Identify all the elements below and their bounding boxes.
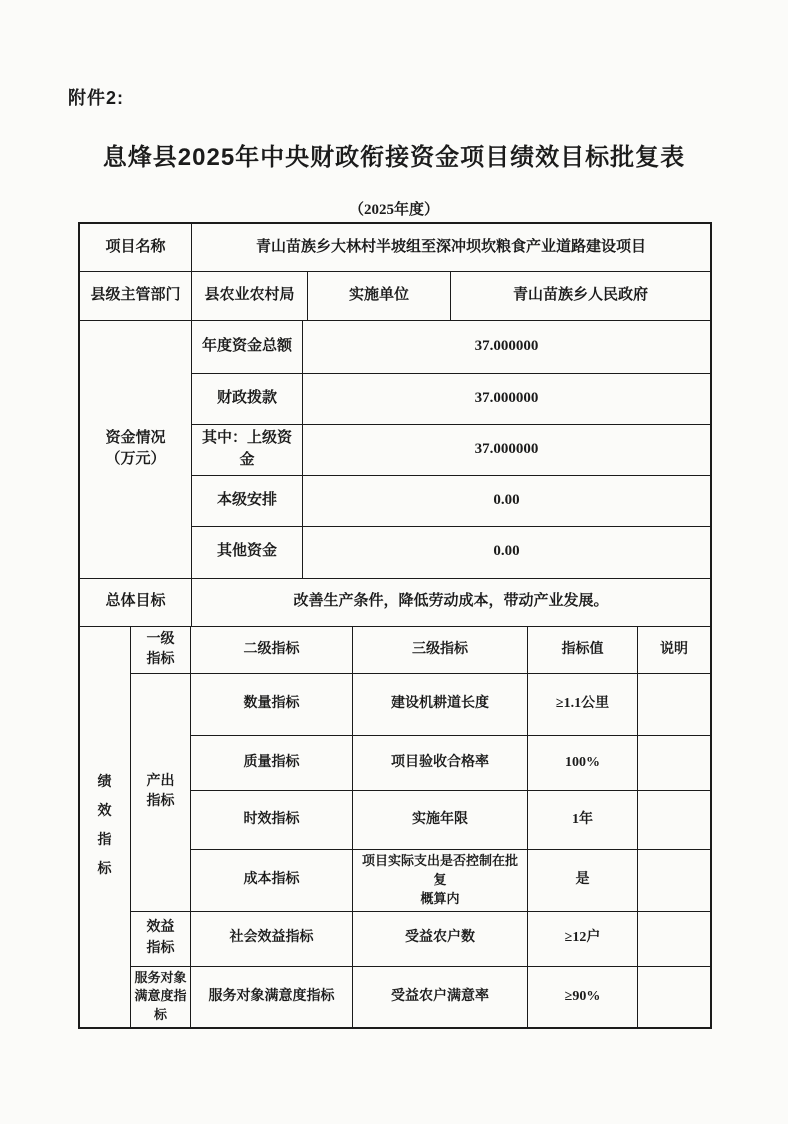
indicator-row-quantity xyxy=(190,674,710,735)
funding-section xyxy=(80,320,710,578)
satisfaction-indicator-row xyxy=(130,966,710,1028)
note-cell xyxy=(637,791,710,849)
funding-rows xyxy=(191,321,710,578)
overall-goal-label: 总体目标 xyxy=(105,593,166,610)
approval-table xyxy=(78,222,712,1029)
group-level1-label: 服务对象 满意度指 标 xyxy=(130,967,190,1028)
attachment-label: 附件2: xyxy=(68,88,125,108)
indicator-row-quality xyxy=(190,735,710,790)
impl-unit-label: 实施单位 xyxy=(307,272,450,320)
note-cell xyxy=(637,912,710,966)
header-level1: 一级 指标 xyxy=(130,627,190,674)
document-subtitle: （2025年度） xyxy=(348,202,439,218)
document-title: 息烽县2025年中央财政衔接资金项目绩效目标批复表 xyxy=(102,144,686,171)
level3-cell: 项目实际支出是否控制在批复 概算内 xyxy=(352,850,527,911)
department-row xyxy=(80,271,710,320)
department-value: 县农业农村局 xyxy=(191,272,307,320)
level3-cell: 实施年限 xyxy=(352,791,527,849)
value-cell: ≥1.1公里 xyxy=(527,674,637,735)
value-cell: 100% xyxy=(527,736,637,790)
performance-section xyxy=(80,626,710,1028)
funding-row-superior xyxy=(191,424,710,475)
value-cell: ≥12户 xyxy=(527,912,637,966)
funding-row-value: 0.00 xyxy=(302,476,710,526)
output-indicator-rows xyxy=(190,674,710,911)
benefit-indicator-row xyxy=(130,911,710,966)
header-level2: 二级指标 xyxy=(190,627,352,674)
performance-label: 绩 效 指 标 xyxy=(97,775,113,877)
performance-header-row xyxy=(130,627,710,674)
funding-row-label: 财政拨款 xyxy=(191,374,302,424)
header-value: 指标值 xyxy=(527,627,637,674)
funding-row-label: 其他资金 xyxy=(191,527,302,578)
funding-row-label: 其中：上级资金 xyxy=(191,425,302,475)
funding-row-label: 本级安排 xyxy=(191,476,302,526)
value-cell: 1年 xyxy=(527,791,637,849)
project-name-row xyxy=(80,224,710,271)
level3-cell: 受益农户满意率 xyxy=(352,967,527,1028)
overall-goal-row xyxy=(80,578,710,626)
funding-row-value: 0.00 xyxy=(302,527,710,578)
header-note: 说明 xyxy=(637,627,710,674)
project-name-value: 青山苗族乡大林村半坡组至深冲坝坎粮食产业道路建设项目 xyxy=(191,224,710,271)
impl-unit-value: 青山苗族乡人民政府 xyxy=(450,272,710,320)
note-cell xyxy=(637,850,710,911)
group-level1-label: 效益 指标 xyxy=(130,912,190,966)
indicator-row-cost xyxy=(190,849,710,911)
performance-body xyxy=(130,627,710,1028)
value-cell: 是 xyxy=(527,850,637,911)
output-indicator-group xyxy=(130,673,710,911)
group-level1-label: 产出 指标 xyxy=(130,674,190,911)
level3-cell: 受益农户数 xyxy=(352,912,527,966)
value-cell: ≥90% xyxy=(527,967,637,1028)
level2-cell: 服务对象满意度指标 xyxy=(190,967,352,1028)
funding-row-other xyxy=(191,526,710,578)
level2-cell: 成本指标 xyxy=(190,850,352,911)
level3-cell: 项目验收合格率 xyxy=(352,736,527,790)
note-cell xyxy=(637,967,710,1028)
header-level3: 三级指标 xyxy=(352,627,527,674)
department-label: 县级主管部门 xyxy=(90,287,181,304)
funding-row-label: 年度资金总额 xyxy=(191,321,302,373)
funding-row-total xyxy=(191,321,710,373)
level2-cell: 时效指标 xyxy=(190,791,352,849)
project-name-label: 项目名称 xyxy=(105,238,166,255)
note-cell xyxy=(637,674,710,735)
funding-row-value: 37.000000 xyxy=(302,321,710,373)
note-cell xyxy=(637,736,710,790)
indicator-row-timeliness xyxy=(190,790,710,849)
level2-cell: 社会效益指标 xyxy=(190,912,352,966)
funding-row-appropriation xyxy=(191,373,710,424)
level2-cell: 质量指标 xyxy=(190,736,352,790)
level3-cell: 建设机耕道长度 xyxy=(352,674,527,735)
funding-row-local xyxy=(191,475,710,526)
overall-goal-value: 改善生产条件，降低劳动成本，带动产业发展。 xyxy=(191,579,710,626)
funding-row-value: 37.000000 xyxy=(302,374,710,424)
funding-label: 资金情况 （万元） xyxy=(105,429,166,468)
funding-row-value: 37.000000 xyxy=(302,425,710,475)
level2-cell: 数量指标 xyxy=(190,674,352,735)
